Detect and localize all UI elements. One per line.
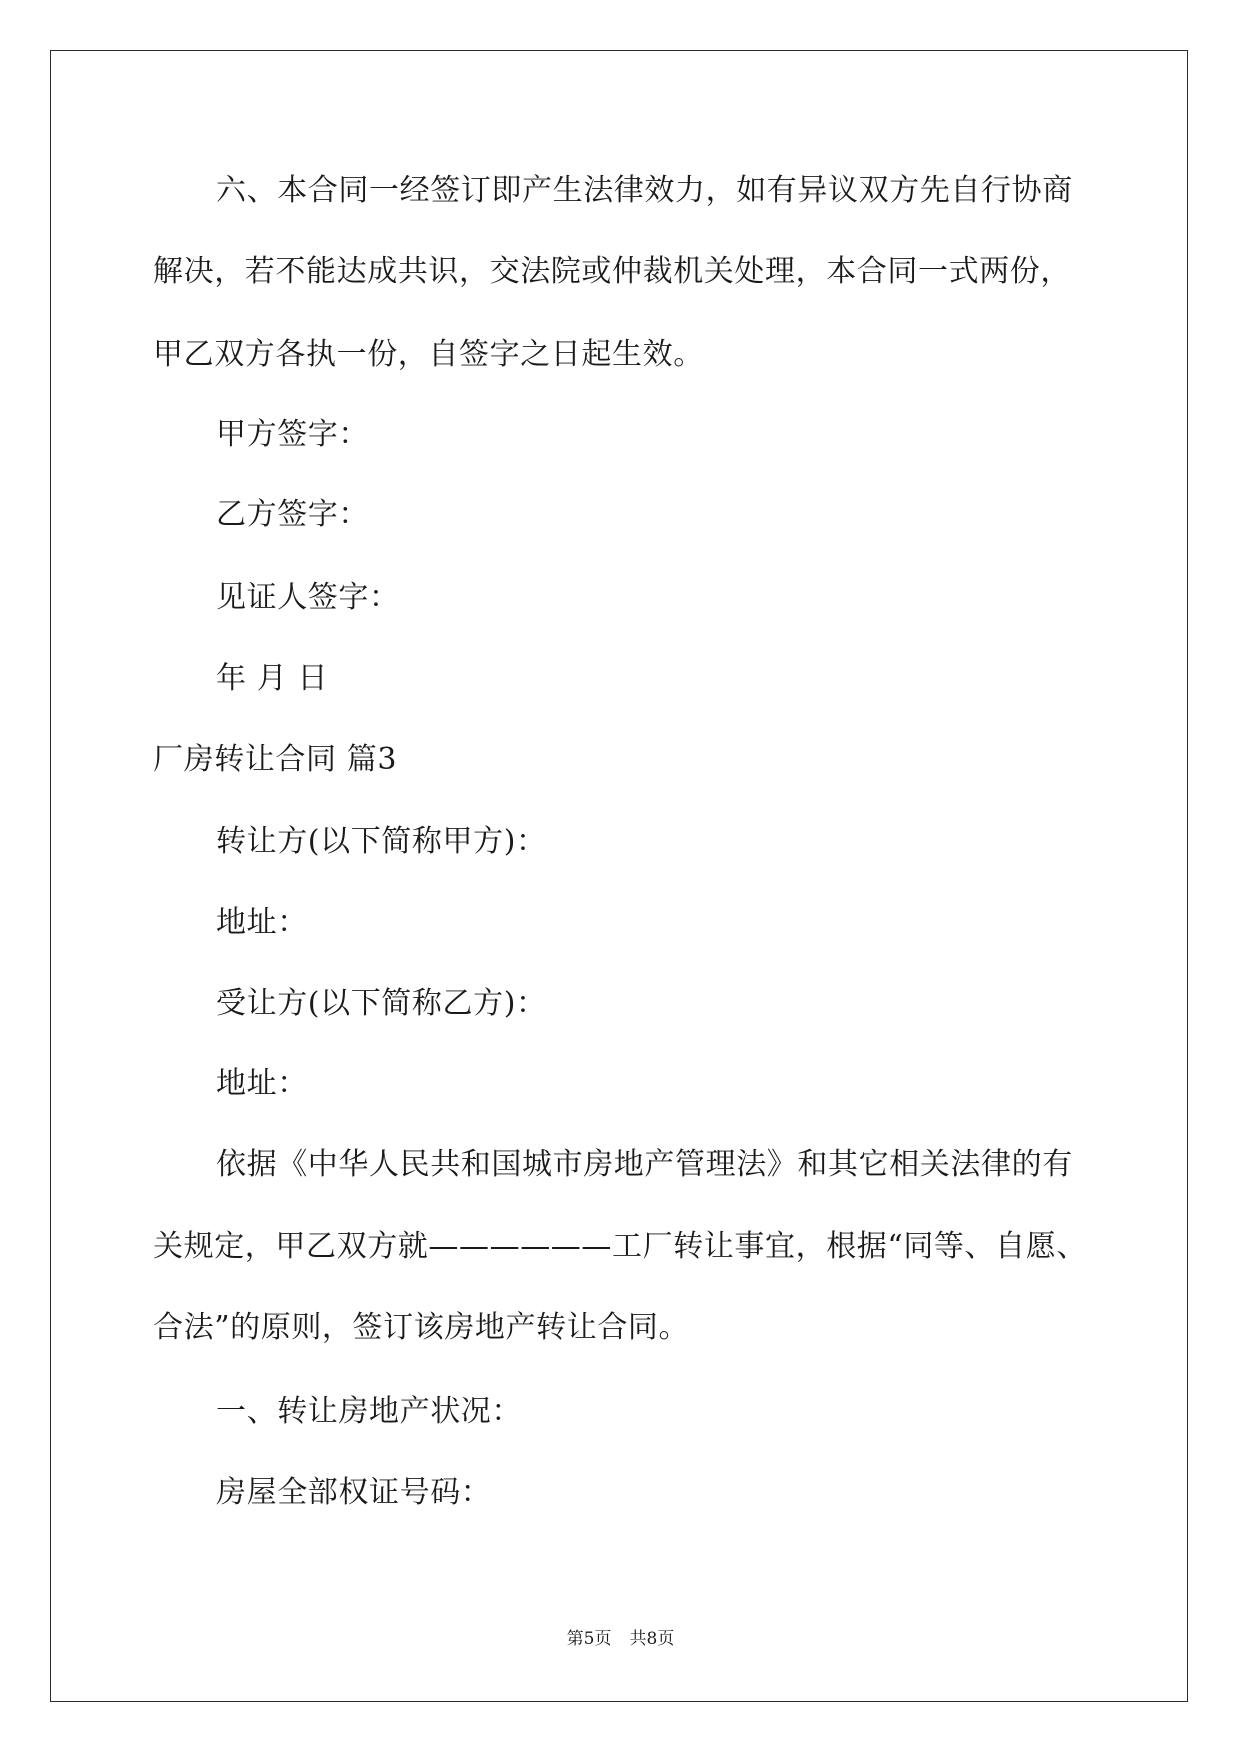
certificate-number-line: 房屋全部权证号码： [216,1475,492,1510]
signature-line-witness: 见证人签字： [216,580,400,615]
total-pages-label: 共8页 [629,1629,675,1649]
signature-line-party-a: 甲方签字： [216,417,369,452]
page-footer [0,1626,1241,1652]
clause-heading: 一、转让房地产状况： [216,1394,522,1429]
paragraph-line: 甲乙双方各执一份，自签字之日起生效。 [153,337,704,372]
paragraph-line: 依据《中华人民共和国城市房地产管理法》和其它相关法律的有 [216,1147,1073,1182]
transferee-line: 受让方(以下简称乙方)： [216,986,547,1021]
paragraph-line: 关规定，甲乙双方就——————工厂转让事宜，根据“同等、自愿、 [153,1229,1087,1264]
page-border [50,50,1188,1702]
transferor-line: 转让方(以下简称甲方)： [216,824,547,859]
section-heading: 厂房转让合同 篇3 [153,742,398,777]
paragraph-line: 合法”的原则，签订该房地产转让合同。 [153,1310,690,1345]
signature-line-party-b: 乙方签字： [216,497,369,532]
current-page-label: 第5页 [566,1629,612,1649]
paragraph-line: 六、本合同一经签订即产生法律效力，如有异议双方先自行协商 [216,173,1073,208]
date-line: 年 月 日 [216,661,329,696]
paragraph-line: 解决，若不能达成共识，交法院或仲裁机关处理，本合同一式两份， [153,254,1071,289]
transferee-address-line: 地址： [216,1066,308,1101]
transferor-address-line: 地址： [216,905,308,940]
